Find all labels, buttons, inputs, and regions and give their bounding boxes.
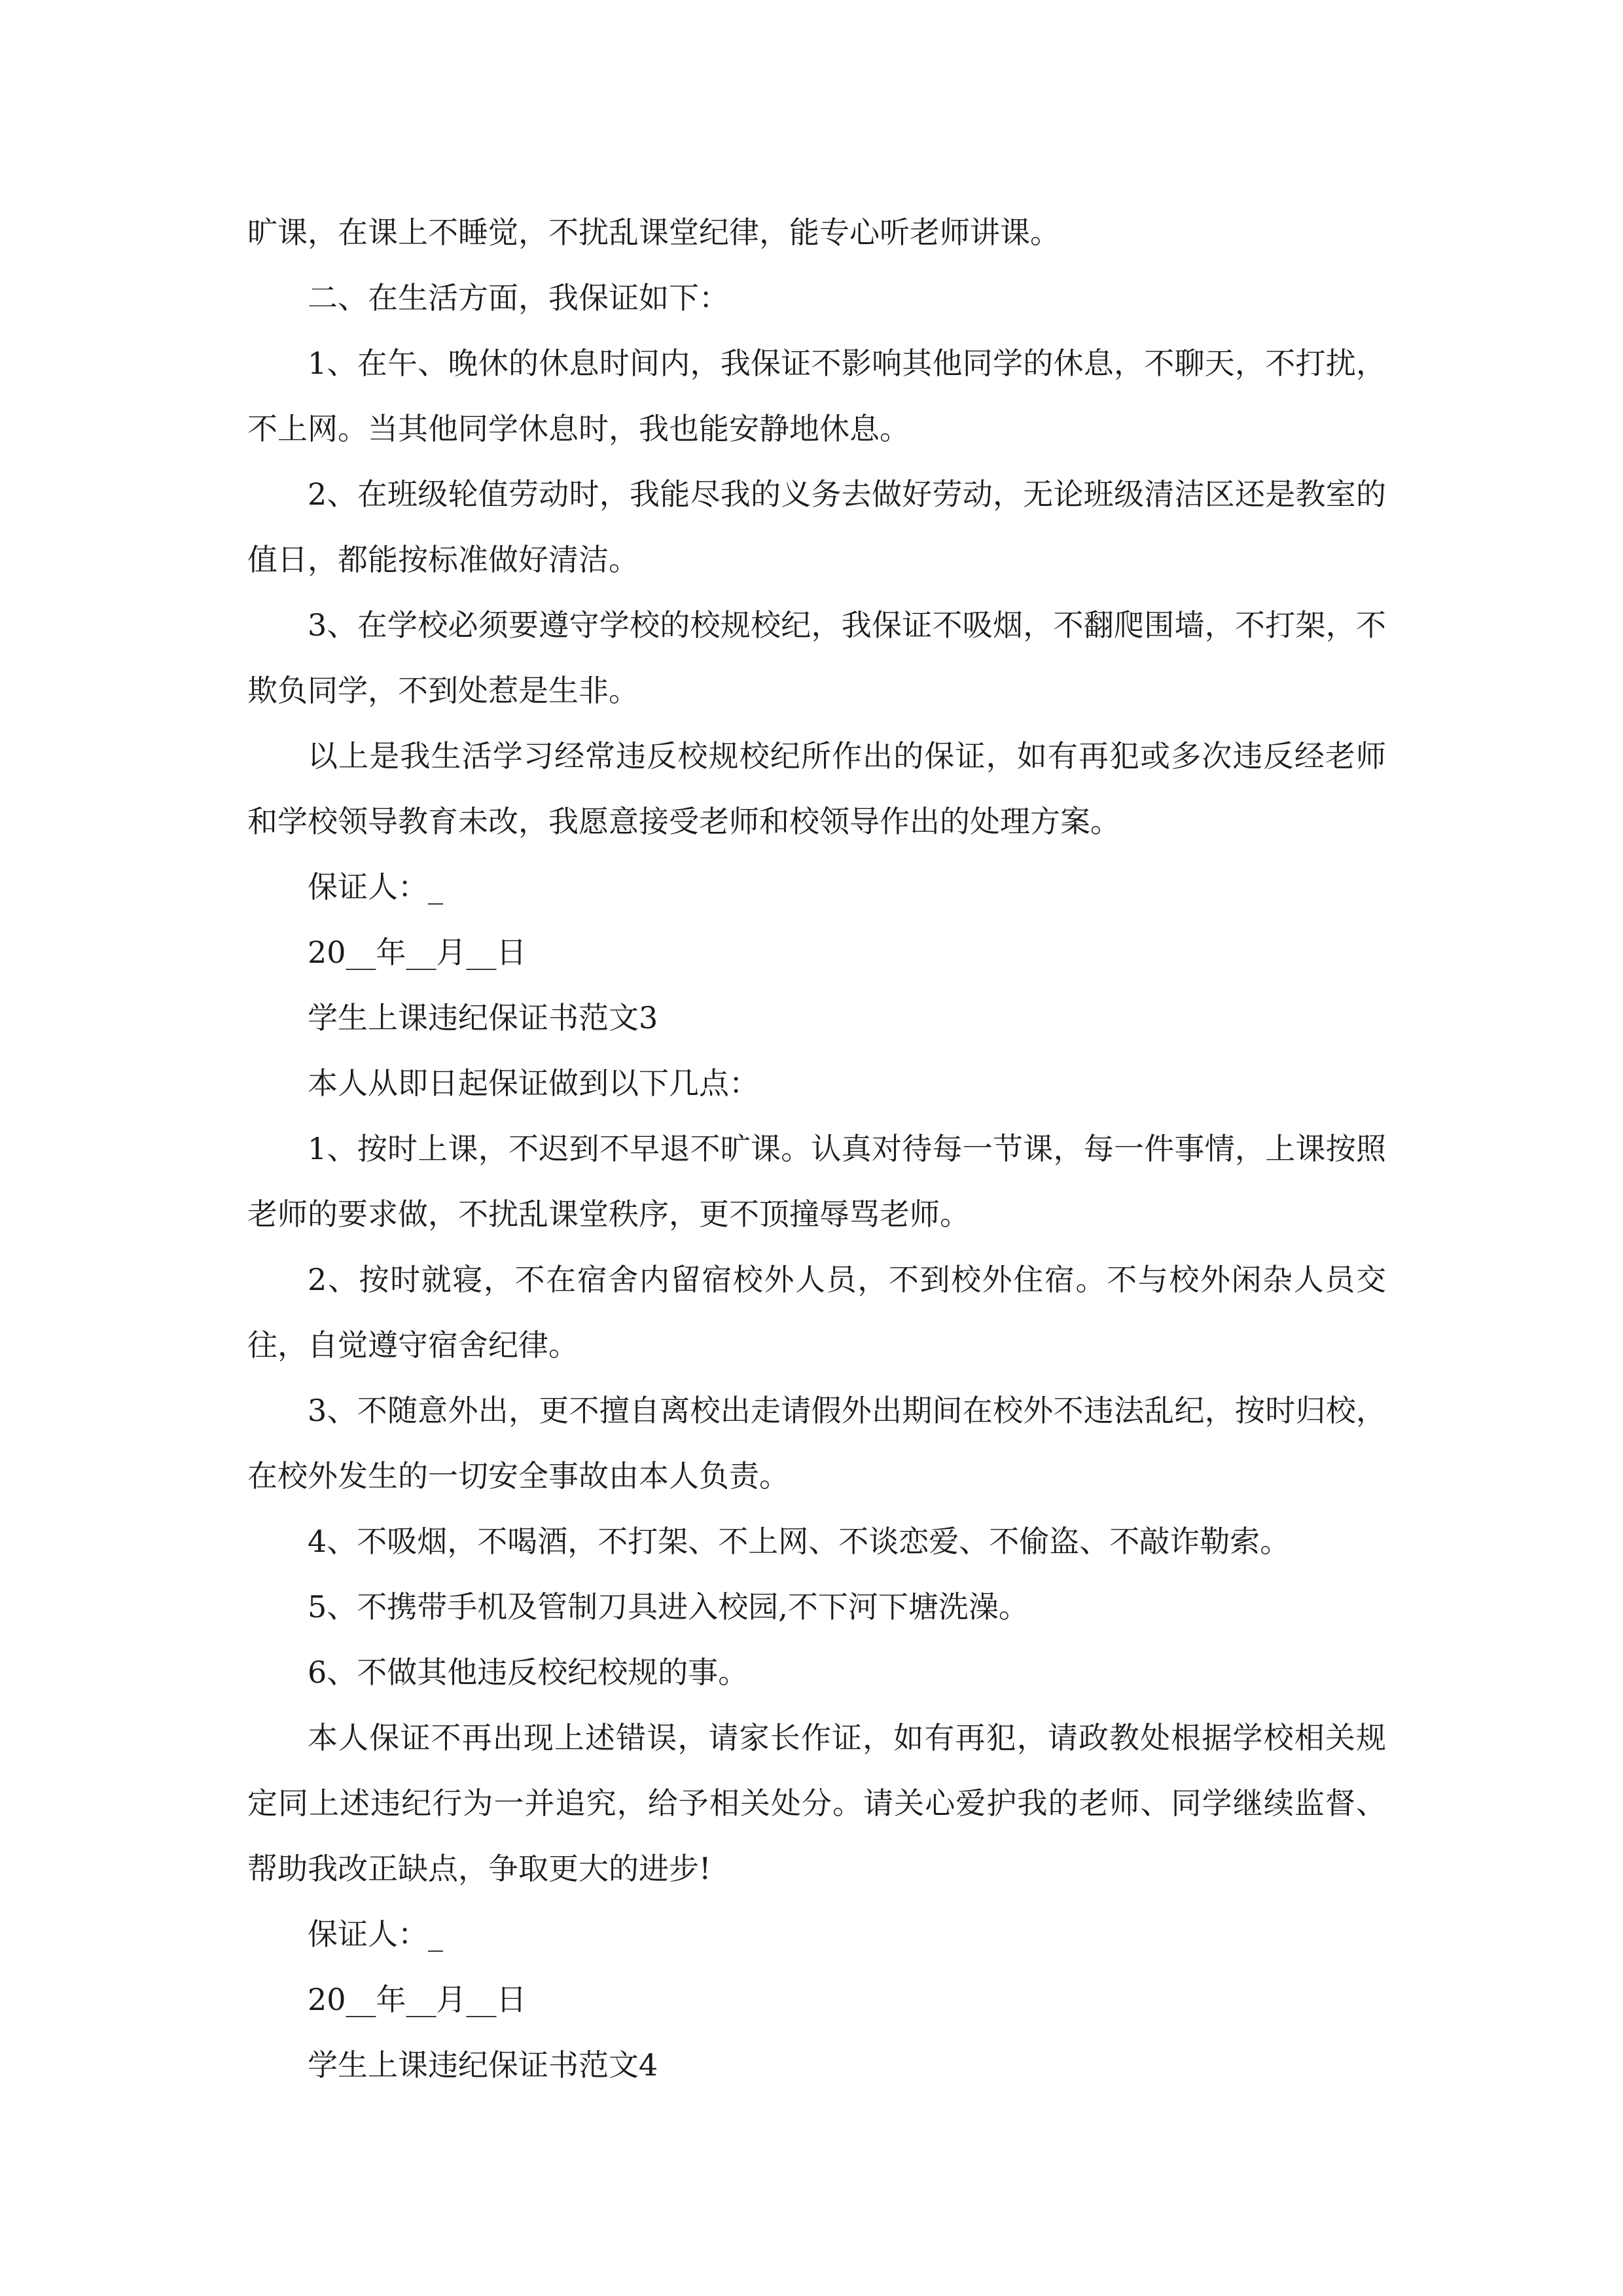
paragraph-pledge-4: 4、不吸烟，不喝酒，不打架、不上网、不谈恋爱、不偷盗、不敲诈勒索。 bbox=[308, 1524, 1291, 1559]
document-body bbox=[247, 200, 1386, 2098]
paragraph-pledge-3: 3、不随意外出，更不擅自离校出走请假外出期间在校外不违法乱纪，按时归校，在校外发生的一切安全事故由本人负责。 bbox=[247, 1393, 1386, 1494]
paragraph-intro: 本人从即日起保证做到以下几点： bbox=[308, 1066, 759, 1101]
paragraph-item-2: 2、在班级轮值劳动时，我能尽我的义务去做好劳动，无论班级清洁区还是教室的值日，都能按标准做好清洁。 bbox=[247, 476, 1386, 577]
paragraph-closing: 本人保证不再出现上述错误，请家长作证，如有再犯，请政教处根据学校相关规定同上述违纪行为一并追究，给予相关处分。请关心爱护我的老师、同学继续监督、帮助我改正缺点，争取更大的进步! bbox=[247, 1720, 1386, 1886]
date-line: 20__年__月__日 bbox=[308, 935, 527, 970]
paragraph-summary: 以上是我生活学习经常违反校规校纪所作出的保证，如有再犯或多次违反经老师和学校领导教育未改，我愿意接受老师和校领导作出的处理方案。 bbox=[247, 738, 1386, 839]
signature-line: 保证人：_ bbox=[308, 869, 443, 905]
date-line: 20__年__月__日 bbox=[308, 1982, 527, 2017]
paragraph-pledge-5: 5、不携带手机及管制刀具进入校园,不下河下塘洗澡。 bbox=[308, 1589, 1029, 1624]
paragraph-pledge-6: 6、不做其他违反校纪校规的事。 bbox=[308, 1655, 749, 1690]
paragraph-continuation: 旷课，在课上不睡觉，不扰乱课堂纪律，能专心听老师讲课。 bbox=[247, 215, 1060, 250]
paragraph-item-1: 1、在午、晚休的休息时间内，我保证不影响其他同学的休息，不聊天，不打扰，不上网。当其他同学休息时，我也能安静地休息。 bbox=[247, 346, 1386, 446]
paragraph-pledge-2: 2、按时就寝，不在宿舍内留宿校外人员，不到校外住宿。不与校外闲杂人员交往，自觉遵守宿舍纪律。 bbox=[247, 1262, 1386, 1363]
sample-title-3: 学生上课违纪保证书范文3 bbox=[308, 1000, 658, 1035]
section-heading-life: 二、在生活方面，我保证如下： bbox=[308, 280, 729, 315]
paragraph-pledge-1: 1、按时上课，不迟到不早退不旷课。认真对待每一节课，每一件事情，上课按照老师的要求做，不扰乱课堂秩序，更不顶撞辱骂老师。 bbox=[247, 1131, 1386, 1232]
paragraph-item-3: 3、在学校必须要遵守学校的校规校纪，我保证不吸烟，不翻爬围墙，不打架，不欺负同学，不到处惹是生非。 bbox=[247, 607, 1386, 708]
sample-title-4: 学生上课违纪保证书范文4 bbox=[308, 2047, 658, 2083]
signature-line: 保证人：_ bbox=[308, 1916, 443, 1952]
